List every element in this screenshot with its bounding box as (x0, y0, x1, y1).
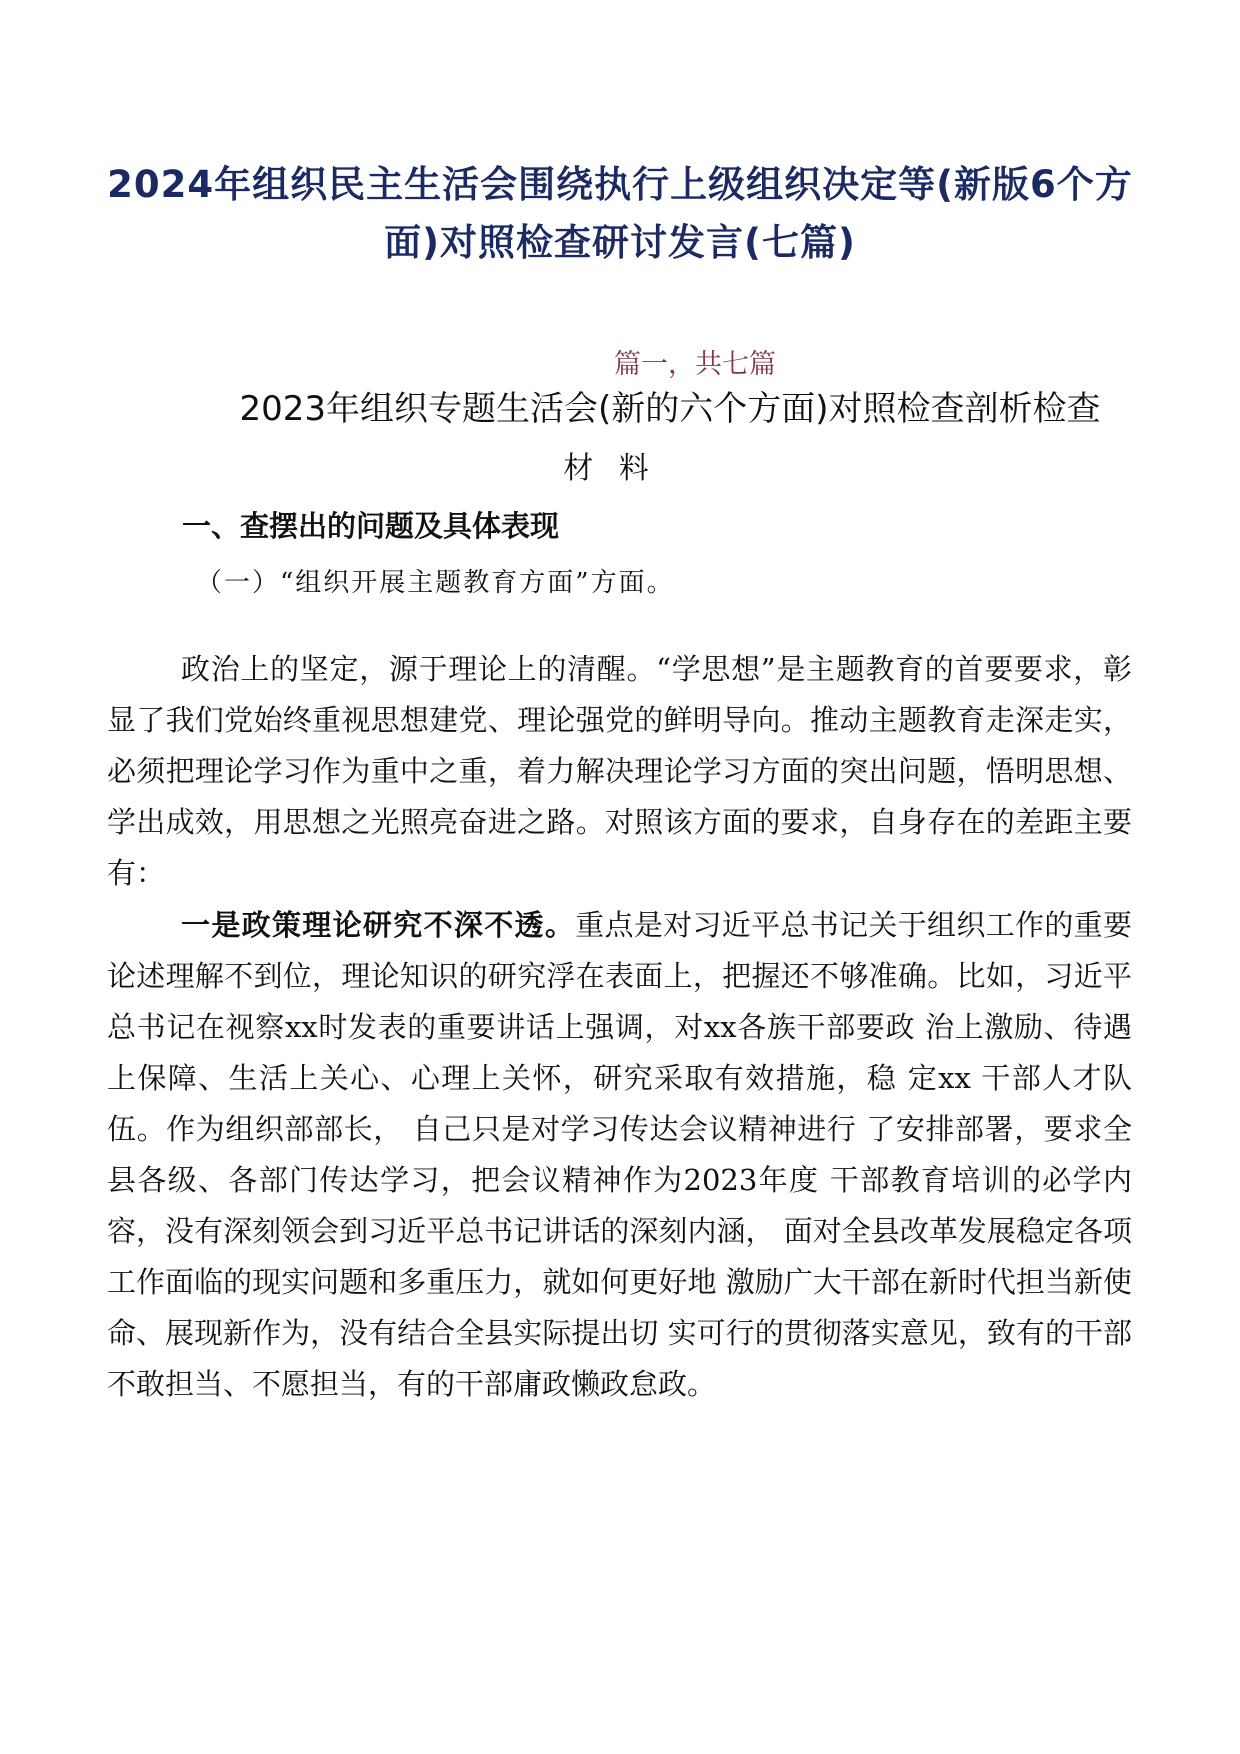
document-title-line2: 材 料 (563, 451, 657, 486)
paragraph-point-one (107, 900, 1132, 1410)
paragraph-body: 重点是对习近平总书记关于组织工作的重要论述理解不到位，理论知识的研究浮在表面上，把握还不够准确。比如，习近平总书记在视察xx时发表的重要讲话上强调，对xx各族干部要政 治上激励、待遇上保障、生活上关心、心理上关怀，研究采取有效措施，稳 定xx 干部人才队伍。作为组织部部长， 自己只是对学习传达会议精神进行 了安排部署，要求全县各级、各部门传达学习，把会议精神作为2023年度 干部教育培训的必学内容，没有深刻领会到习近平总书记讲话的深刻内涵， 面对全县改革发展稳定各项工作面临的现实问题和多重压力，就如何更好地 激励广大干部在新时代担当新使命、展现新作为，没有结合全县实际提出切 实可行的贯彻落实意见，致有的干部不敢担当、不愿担当，有的干部庸政懒政怠政。 (107, 908, 1132, 1401)
paragraph-intro: 政治上的坚定，源于理论上的清醒。“学思想”是主题教育的首要要求，彰显了我们党始终重视思想建党、理论强党的鲜明导向。推动主题教育走深走实，必须把理论学习作为重中之重，着力解决理论学习方面的突出问题，悟明思想、学出成效，用思想之光照亮奋进之路。对照该方面的要求，自身存在的差距主要有： (107, 652, 1132, 890)
document-title-line1: 2023年组织专题生活会(新的六个方面)对照检查剖析检查 (239, 389, 1101, 429)
sub-heading: （一）“组织开展主题教育方面”方面。 (196, 568, 675, 598)
section-heading: 一、查摆出的问题及具体表现 (182, 509, 560, 543)
part-note: 篇一，共七篇 (614, 349, 776, 380)
document-title (180, 385, 1160, 493)
paragraph-lead: 一是政策理论研究不深不透。 (181, 908, 576, 942)
main-title: 2024年组织民主生活会围绕执行上级组织决定等(新版6个方面)对照检查研讨发言(七篇) (107, 163, 1133, 264)
